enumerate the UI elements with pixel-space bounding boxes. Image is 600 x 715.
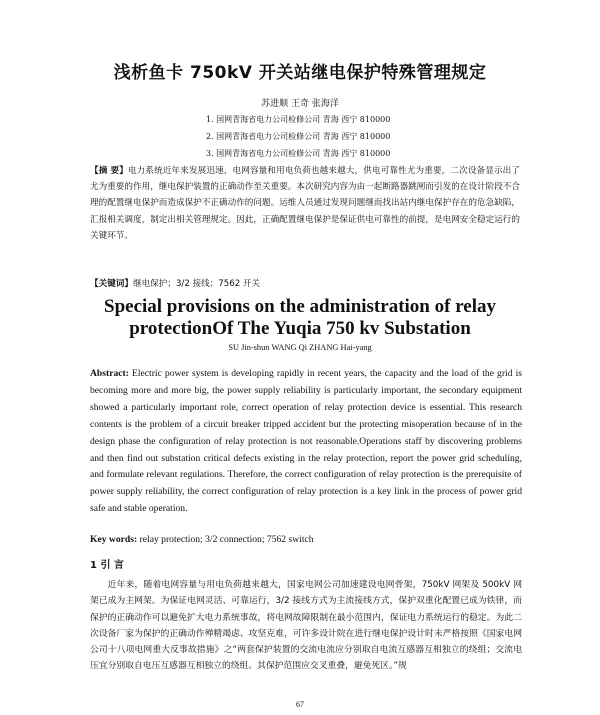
introduction-paragraph: 近年来，随着电网容量与用电负荷越来越大，国家电网公司加速建设电网骨架，750kV 网架及 500kV 网架已成为主网架。为保证电网灵活、可靠运行，3/2 接线方式为主流接线方式，保护双重化配置已成为铁律，而保护的正确动作可以避免扩大电力系统事故，将电网故障限制在最小范围内，保证电力系统运行的稳定。为此二次设备厂家为保护的正确动作殚精竭虑、攻坚克难，可许多设计院在进行继电保护设计时未严格按照《国家电网公司十八项电网重大反事故措施》之“两套保护装置的交流电流应分别取自电流互感器互相独立的绕组；交流电压宜分别取自电压互感器互相独立的绕组。其保护范围应交叉重叠，避免死区。”规: [90, 580, 522, 672]
affiliations: [206, 111, 506, 162]
section-heading: 1 引 言: [90, 560, 124, 571]
chinese-keywords-label: 【关键词】: [90, 279, 133, 289]
english-keywords-text: relay protection; 3/2 connection; 7562 switch: [139, 534, 314, 545]
chinese-abstract-label: 【摘 要】: [90, 166, 128, 176]
affiliation-line: 1. 国网青海省电力公司检修公司 青海 西宁 810000: [206, 115, 391, 124]
affiliation-line: 3. 国网青海省电力公司检修公司 青海 西宁 810000: [206, 149, 391, 158]
english-authors: SU Jin-shun WANG Qi ZHANG Hai-yang: [228, 343, 372, 352]
chinese-abstract-text: 电力系统近年来发展迅速，电网容量和用电负荷也越来越大，供电可靠性尤为重要，二次设备显示出了尤为重要的作用，继电保护装置的正确动作至关重要。本次研究内容为由一起断路器跳闸而引发的在设计阶段不合理的配置继电保护而造成保护不正确动作的问题。运维人员通过发现问题继而找出站内继电保护存在的危急缺陷，汇报相关调度，制定出相关管理规定。因此，正确配置继电保护是保证供电可靠性的前提，是电网安全稳定运行的关键环节。: [90, 166, 520, 241]
chinese-authors: 苏进顺 王奇 张海洋: [261, 99, 339, 109]
english-keywords-label: Key words:: [90, 534, 138, 545]
english-abstract-label: Abstract:: [90, 368, 129, 379]
page-number: 67: [296, 700, 304, 709]
chinese-abstract: [90, 163, 520, 244]
introduction-body: [90, 577, 522, 675]
chinese-title: 浅析鱼卡 750kV 开关站继电保护特殊管理规定: [113, 63, 487, 83]
english-abstract-text: Electric power system is developing rapidly in recent years, the capacity and the load of the grid is becoming more and more big, the power supply reliability is particularly important, the secondary equipment showed a particularly important role, correct operation of relay protection device is essential. This research contents is the problem of a circuit breaker tripped accident but the protecting misoperation because of in the design phase the configuration of relay protection is not reasonable.Operations staff by discovering problems and then find out substation critical defects existing in the relay protection, report the power grid scheduling, and formulate relevant regulations. Therefore, the correct configuration of relay protection is the prerequisite of power supply reliability, the correct configuration of relay protection is a key link in the process of power grid safe and stable operation.: [90, 368, 522, 515]
english-title: Special provisions on the administration of relay protectionOf The Yuqia 750 kv Substation: [104, 296, 496, 339]
chinese-keywords-text: 继电保护；3/2 接线；7562 开关: [132, 279, 261, 289]
english-abstract: [90, 366, 522, 518]
english-keywords: [90, 534, 522, 545]
affiliation-line: 2. 国网青海省电力公司检修公司 青海 西宁 810000: [206, 132, 391, 141]
chinese-keywords: [90, 277, 520, 289]
